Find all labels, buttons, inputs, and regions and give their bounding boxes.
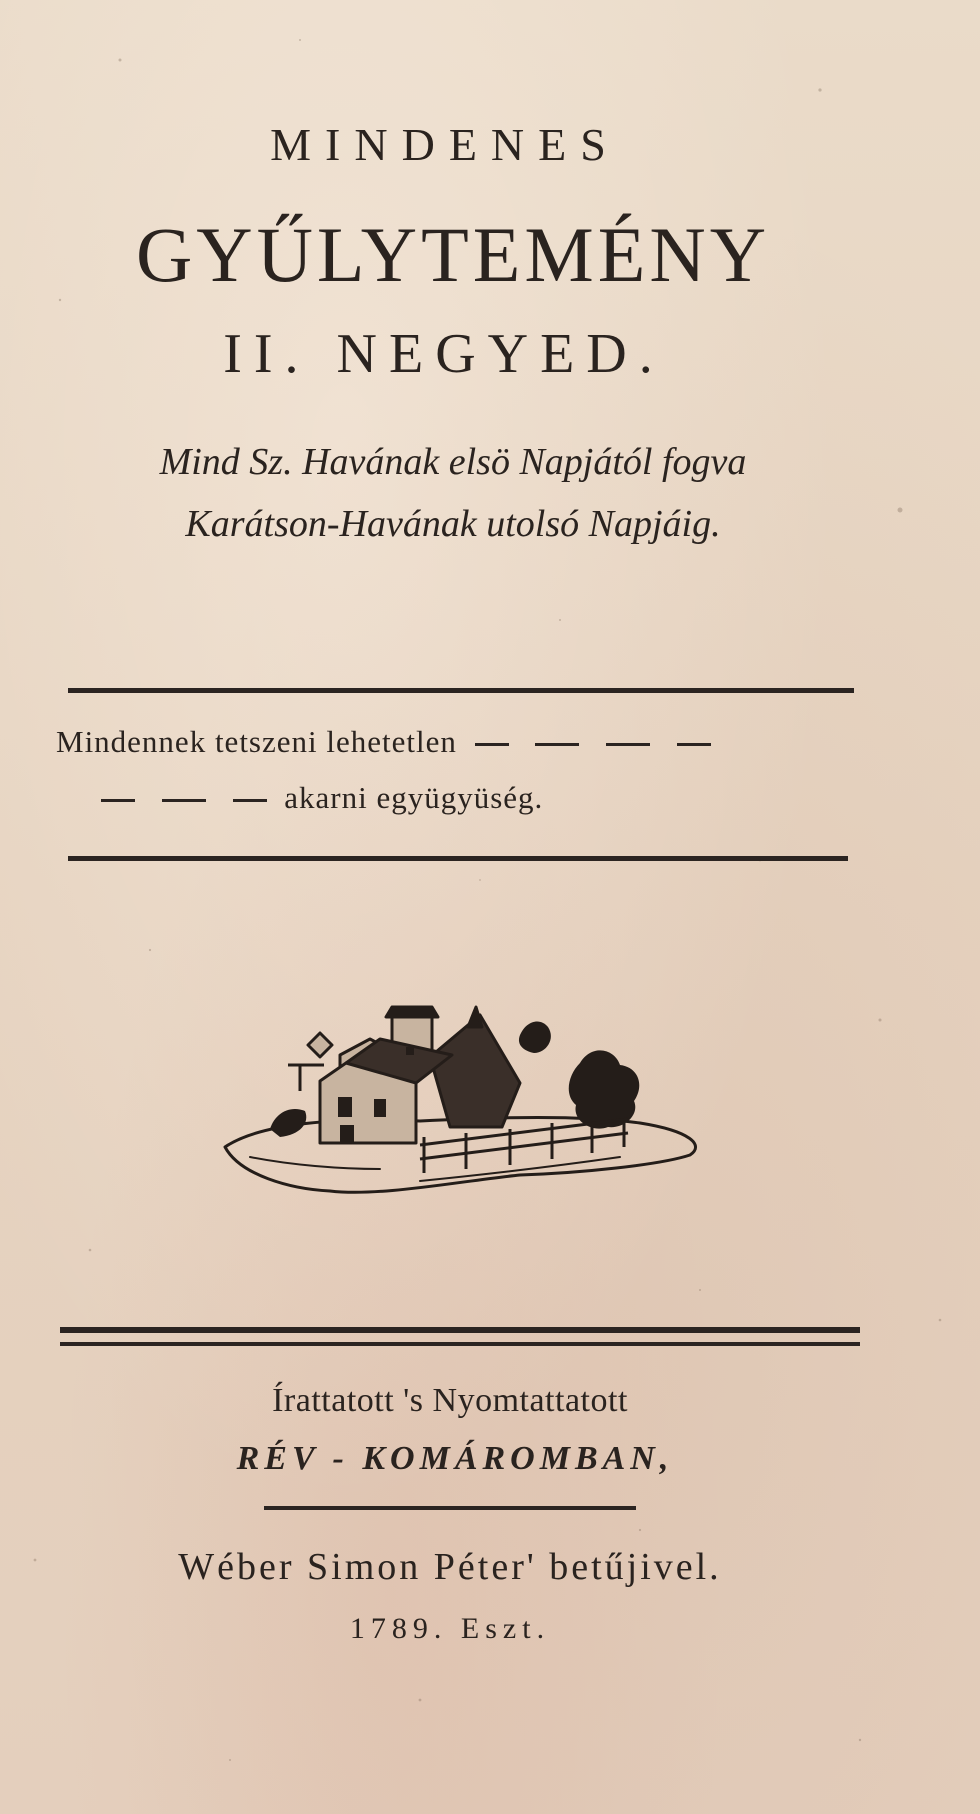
imprint-line-1: Írattatott 's Nyomtattatott [272,1382,628,1419]
divider-middle [68,856,848,861]
dash [101,799,135,802]
dash [475,743,509,746]
motto-line-2 [92,780,543,816]
dash [606,743,650,746]
subtitle-line-2: Karátson-Havának utolsó Napjáig. [185,503,721,545]
subtitle-line-1: Mind Sz. Havának elsö Napjától fogva [159,441,747,483]
imprint-line-3: Wéber Simon Péter' betűjivel. [178,1546,722,1588]
divider-short [264,1506,636,1510]
woodcut-village-illustration [220,1005,705,1205]
motto-text-1: Mindennek tetszeni lehetetlen [56,724,457,759]
imprint-line-4: 1789. Eszt. [349,1612,551,1645]
dash [233,799,267,802]
dash [677,743,711,746]
motto-text-2: akarni együgyüség. [284,780,544,815]
divider-top [68,688,854,693]
motto-line-1 [56,724,720,760]
dash [162,799,206,802]
dash [535,743,579,746]
title-line-1: MINDENES [270,119,620,170]
divider-double-top [60,1327,860,1333]
title-line-3: II. NEGYED. [223,323,665,385]
title-line-2: GYŰLYTEMÉNY [135,211,771,298]
divider-double-bottom [60,1342,860,1346]
imprint-line-2: RÉV - KOMÁROMBAN, [236,1440,674,1477]
